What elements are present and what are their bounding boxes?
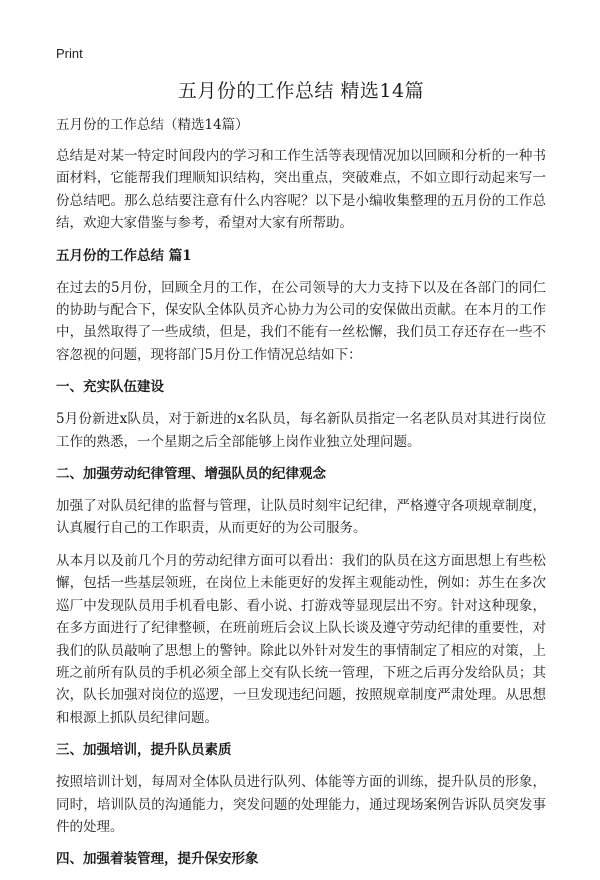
- section-1-paragraph-1: 5月份新进x队员，对于新进的x名队员，每名新队员指定一名老队员对其进行岗位工作的熟悉，一个星期之后全部能够上岗作业独立处理问题。: [56, 411, 546, 450]
- section-heading-1: 一、充实队伍建设: [56, 379, 164, 396]
- article-intro-paragraph: 在过去的5月份，回顾全月的工作，在公司领导的大力支持下以及在各部门的同仁的协助与配合下，保安队全体队员齐心协力为公司的安保做出贡献。在本月的工作中，虽然取得了一些成绩，但是，我们不能有一丝松懈，我们员工存还存在一些不容忽视的问题，现将部门5月份工作情况总结如下：: [56, 279, 546, 363]
- section-heading-3: 三、加强培训，提升队员素质: [56, 742, 232, 759]
- intro-paragraph: 总结是对某一特定时间段内的学习和工作生活等表现情况加以回顾和分析的一种书面材料，它能帮我们理顺知识结构，突出重点，突破难点，不如立即行动起来写一份总结吧。那么总结要注意有什么内容呢？以下是小编收集整理的五月份的工作总结，欢迎大家借鉴与参考，希望对大家有所帮助。: [56, 148, 546, 232]
- section-2-paragraph-2: 从本月以及前几个月的劳动纪律方面可以看出：我们的队员在这方面思想上有些松懈，包括一些基层领班，在岗位上未能更好的发挥主观能动性，例如：苏生在多次巡厂中发现队员用手机看电影、看小说、打游戏等显现层出不穷。针对这种现象，在多方面进行了纪律整顿，在班前班后会议上队长谈及遵守劳动纪律的重要性，对我们的队员敲响了思想上的警钟。除此以外针对发生的事情制定了相应的对策，上班之前所有队员的手机必须全部上交有队长统一管理，下班之后再分发给队员；其次，队长加强对岗位的巡逻，一旦发现违纪问题，按照规章制度严肃处理。从思想和根源上抓队员纪律问题。: [56, 552, 546, 726]
- print-link[interactable]: Print: [56, 46, 83, 61]
- section-2-paragraph-1: 加强了对队员纪律的监督与管理，让队员时刻牢记纪律，严格遵守各项规章制度，认真履行自己的工作职责，从而更好的为公司服务。: [56, 498, 546, 537]
- article-heading: 五月份的工作总结 篇1: [56, 247, 192, 264]
- document-content: [56, 76, 546, 880]
- section-3-paragraph-1: 按照培训计划，每周对全体队员进行队列、体能等方面的训练，提升队员的形象，同时，培训队员的沟通能力，突发问题的处理能力，通过现场案例告诉队员突发事件的处理。: [56, 774, 546, 835]
- document-title: 五月份的工作总结 精选14篇: [177, 80, 425, 102]
- section-heading-4: 四、加强着装管理，提升保安形象: [56, 851, 259, 868]
- document-subtitle: 五月份的工作总结（精选14篇）: [56, 117, 249, 133]
- section-heading-2: 二、加强劳动纪律管理、增强队员的纪律观念: [56, 466, 326, 483]
